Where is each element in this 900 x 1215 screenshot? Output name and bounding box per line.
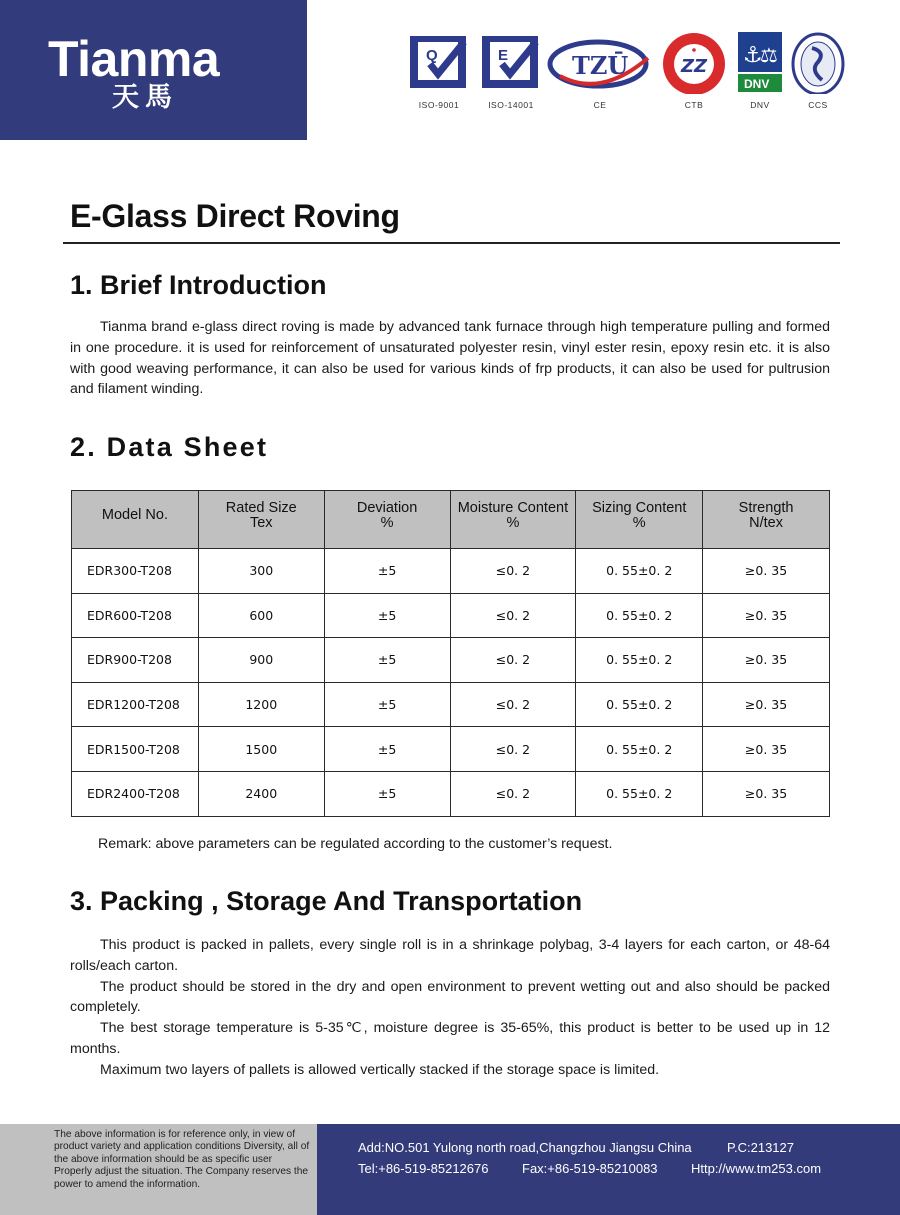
cell-strength: ≥0. 35 <box>703 549 830 594</box>
brand-name-en: Tianma <box>48 31 220 87</box>
col-header-sizing: Sizing Content % <box>576 491 703 549</box>
footer-disclaimer-block <box>0 1124 317 1215</box>
section-heading-packing: 3. Packing , Storage And Transportation <box>70 886 583 916</box>
ccs-dragon-icon <box>790 28 846 94</box>
table-row <box>72 593 830 638</box>
table-header-row <box>72 491 830 549</box>
cert-label: ISO-14001 <box>488 100 534 110</box>
cert-iso-14001 <box>480 28 542 110</box>
document-title: E-Glass Direct Roving <box>70 198 400 234</box>
brand-name-cn: 天馬 <box>112 82 178 113</box>
data-sheet-table <box>71 490 830 817</box>
col-header-deviation: Deviation % <box>324 491 450 549</box>
cell-deviation: ±5 <box>324 638 450 683</box>
cell-moisture: ≤0. 2 <box>450 771 576 816</box>
col-header-rated-size: Rated Size Tex <box>198 491 324 549</box>
packing-paragraph: This product is packed in pallets, every single roll is in a shrinkage polybag, 3-4 layers for each carton, or 48-64 rolls/each carton. <box>70 937 830 974</box>
svg-text:ZZ: ZZ <box>681 56 708 77</box>
tzu-ce-icon <box>546 28 654 90</box>
stacking-paragraph: Maximum two layers of pallets is allowed vertically stacked if the storage space is limited. <box>100 1061 660 1078</box>
cell-model: EDR2400-T208 <box>72 771 199 816</box>
col-header-model: Model No. <box>72 491 199 549</box>
cert-label: CCS <box>808 100 828 110</box>
table-remark: Remark: above parameters can be regulated according to the customer’s request. <box>98 836 613 852</box>
cell-sizing: 0. 55±0. 2 <box>576 593 703 638</box>
cell-rated-size: 1500 <box>198 727 324 772</box>
svg-text:⚖: ⚖ <box>760 43 778 67</box>
dnv-anchor-icon <box>736 28 784 94</box>
svg-text:Q: Q <box>426 47 438 64</box>
cell-moisture: ≤0. 2 <box>450 549 576 594</box>
cert-ce <box>546 28 654 110</box>
cell-model: EDR900-T208 <box>72 638 199 683</box>
title-divider <box>63 242 840 244</box>
svg-text:DNV: DNV <box>744 77 770 91</box>
section-heading-data-sheet: 2. Data Sheet <box>70 432 269 462</box>
temperature-paragraph: The best storage temperature is 5-35℃, moisture degree is 35-65%, this product is better to be used up in 12 months. <box>70 1020 830 1057</box>
cert-label: CTB <box>684 100 704 110</box>
cert-dnv <box>736 28 784 110</box>
table-row <box>72 727 830 772</box>
footer-address: Add:NO.501 Yulong north road,Changzhou Jiangsu China <box>358 1140 692 1155</box>
cell-model: EDR300-T208 <box>72 549 199 594</box>
cell-deviation: ±5 <box>324 682 450 727</box>
footer-fax: Fax:+86-519-85210083 <box>522 1161 658 1176</box>
cell-sizing: 0. 55±0. 2 <box>576 638 703 683</box>
cell-rated-size: 600 <box>198 593 324 638</box>
cell-strength: ≥0. 35 <box>703 593 830 638</box>
table-row <box>72 771 830 816</box>
col-header-moisture: Moisture Content % <box>450 491 576 549</box>
cell-moisture: ≤0. 2 <box>450 638 576 683</box>
cell-sizing: 0. 55±0. 2 <box>576 549 703 594</box>
footer-tel: Tel:+86-519-85212676 <box>358 1161 489 1176</box>
cert-ccs <box>790 28 846 110</box>
svg-text:⚓: ⚓ <box>743 43 763 68</box>
packing-paragraphs <box>70 935 830 1081</box>
footer-disclaimer: The above information is for reference only, in view of product variety and application conditions Diversity, all of the above information should be as specific user Properly adjust the situation. The Company reserves the power to amend the information. <box>54 1129 310 1190</box>
cert-label: CE <box>593 100 607 110</box>
col-header-strength: Strength N/tex <box>703 491 830 549</box>
storage-paragraph: The product should be stored in the dry and open environment to prevent wetting out and also should be packed completely. <box>70 978 830 1016</box>
footer-contact-block <box>317 1124 900 1215</box>
cell-model: EDR1200-T208 <box>72 682 199 727</box>
cell-rated-size: 300 <box>198 549 324 594</box>
table-row <box>72 682 830 727</box>
svg-text:TZŪ: TZŪ <box>572 51 629 80</box>
cert-iso-9001 <box>408 28 470 110</box>
certification-logos <box>408 28 858 118</box>
cell-strength: ≥0. 35 <box>703 682 830 727</box>
cell-model: EDR1500-T208 <box>72 727 199 772</box>
cell-moisture: ≤0. 2 <box>450 593 576 638</box>
brand-logo <box>0 0 307 140</box>
section-heading-introduction: 1. Brief Introduction <box>70 270 327 300</box>
cell-sizing: 0. 55±0. 2 <box>576 727 703 772</box>
cell-deviation: ±5 <box>324 727 450 772</box>
table-row <box>72 638 830 683</box>
cell-rated-size: 2400 <box>198 771 324 816</box>
cell-sizing: 0. 55±0. 2 <box>576 682 703 727</box>
intro-text: Tianma brand e-glass direct roving is made by advanced tank furnace through high temperature pulling and formed in one procedure. it is used for reinforcement of unsaturated polyester resin, vinyl ester resin, epoxy resin etc. it is also with good weaving performance, it can also be used for various kinds of frp products, it can also be used for pultrusion and filament winding. <box>70 319 830 398</box>
quality-check-icon <box>408 28 470 90</box>
cert-ctb <box>658 28 730 110</box>
cell-model: EDR600-T208 <box>72 593 199 638</box>
cell-moisture: ≤0. 2 <box>450 682 576 727</box>
table-row <box>72 549 830 594</box>
cert-label: ISO-9001 <box>418 100 460 110</box>
footer-postcode: P.C:213127 <box>727 1140 794 1155</box>
svg-text:E: E <box>498 47 509 64</box>
cert-label: DNV <box>750 100 770 110</box>
cell-deviation: ±5 <box>324 593 450 638</box>
cell-strength: ≥0. 35 <box>703 727 830 772</box>
cell-rated-size: 1200 <box>198 682 324 727</box>
cell-deviation: ±5 <box>324 771 450 816</box>
cell-deviation: ±5 <box>324 549 450 594</box>
cell-strength: ≥0. 35 <box>703 771 830 816</box>
footer-website-link[interactable]: Http://www.tm253.com <box>691 1161 822 1176</box>
cell-rated-size: 900 <box>198 638 324 683</box>
china-top-brand-icon <box>658 28 730 94</box>
cell-sizing: 0. 55±0. 2 <box>576 771 703 816</box>
cell-strength: ≥0. 35 <box>703 638 830 683</box>
cell-moisture: ≤0. 2 <box>450 727 576 772</box>
environment-check-icon <box>480 28 542 90</box>
intro-paragraph <box>70 317 830 400</box>
